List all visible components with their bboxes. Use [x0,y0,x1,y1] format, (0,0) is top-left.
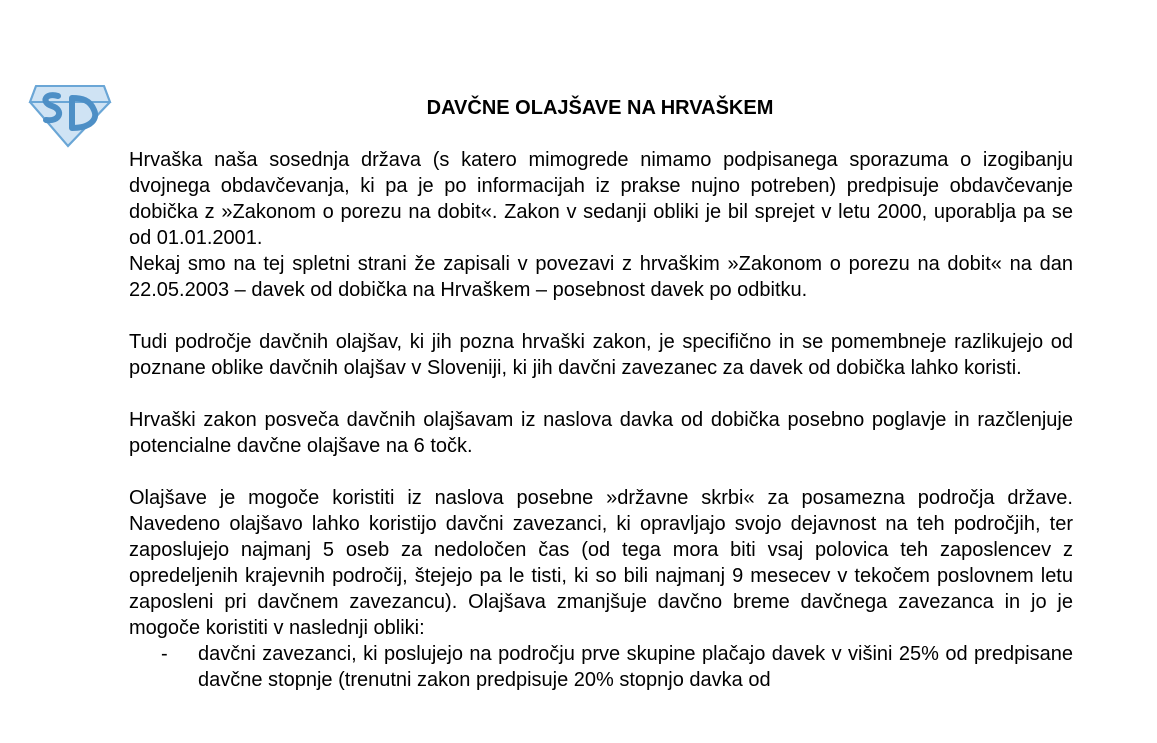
list-item [129,641,1073,693]
paragraph: Tudi področje davčnih olajšav, ki jih pozna hrvaški zakon, je specifično in se pomembneje razlikujejo od poznane oblike davčnih olajšav v Sloveniji, ki jih davčni zavezanec za davek od dobička lahko koristi. [129,331,1073,379]
paragraph: Hrvaška naša sosednja država (s katero mimogrede nimamo podpisanega sporazuma o izogibanju dvojnega obdavčevanja, ki pa je po informacijah iz prakse nujno potreben) predpisuje obdavčevanje dobička z »Zakonom o porezu na dobit«. Zakon v sedanji obliki je bil sprejet v letu 2000, uporablja pa se od 01.01.2001. [129,149,1073,249]
paragraph-gap [129,381,1073,407]
paragraph: Olajšave je mogoče koristiti iz naslova posebne »državne skrbi« za posamezna področja države. Navedeno olajšavo lahko koristijo davčni zavezanci, ki opravljajo svojo dejavnost na teh področjih, ter zaposlujejo najmanj 5 oseb za nedoločen čas (od tega mora biti vsaj polovica teh zaposlencev z opredeljenih krajevnih področij, štejejo pa le tisti, ki so bili najmanj 9 mesecev v tekočem poslovnem letu zaposleni pri davčnem zavezancu). Olajšava zmanjšuje davčno breme davčnega zavezanca in jo je mogoče koristiti v naslednji obliki: [129,487,1073,639]
paragraph: Nekaj smo na tej spletni strani že zapisali v povezavi z hrvaškim »Zakonom o porezu na dobit« na dan 22.05.2003 – davek od dobička na Hrvaškem – posebnost davek po odbitku. [129,253,1073,301]
document-body [129,147,1073,693]
dash-bullet-icon: - [161,643,168,665]
paragraph-gap [129,303,1073,329]
bullet-list [129,641,1073,693]
paragraph: Hrvaški zakon posveča davčnih olajšavam iz naslova davka od dobička posebno poglavje in razčlenjuje potencialne davčne olajšave na 6 točk. [129,409,1073,457]
paragraph-gap [129,459,1073,485]
page-title: DAVČNE OLAJŠAVE NA HRVAŠKEM [426,97,774,119]
list-item-text: davčni zavezanci, ki poslujejo na področju prve skupine plačajo davek v višini 25% od predpisane davčne stopnje (trenutni zakon predpisuje 20% stopnjo davka od [198,643,1073,691]
